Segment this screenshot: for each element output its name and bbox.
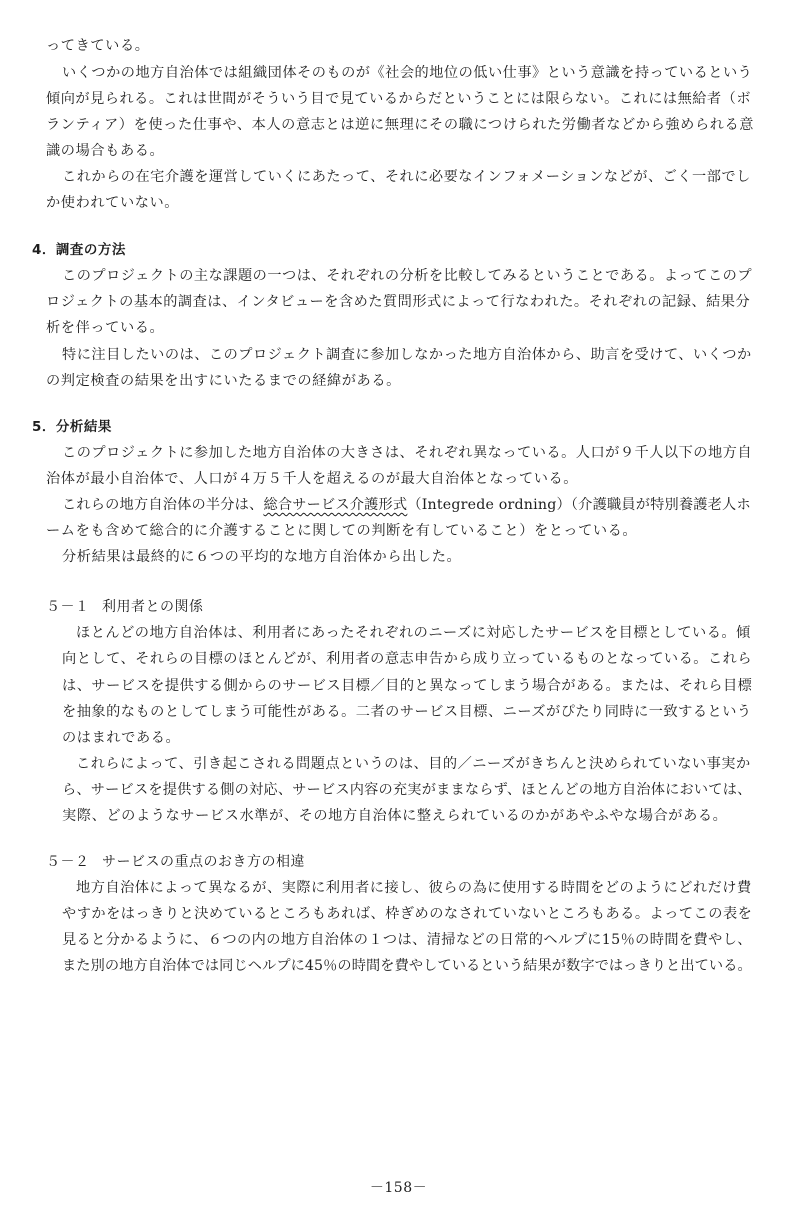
page-number: －158－ [369,1180,428,1196]
text-line: このプロジェクトに参加した地方自治体の大きさは、それぞれ異なっている。人口が９千人以下の地方自 [62,445,753,461]
text-line: の判定検査の結果を出すにいたるまでの経緯がある。 [46,373,401,389]
subsection-title: 利用者との関係 [102,599,204,615]
text-fragment: （Integrede ordning）（介護職員が特別養護老人ホ [407,497,751,513]
text-line: やすかをはっきりと決めているところもあれば、枠ぎめのなされていないところもある。よってこの表を [62,906,753,922]
text-line: ランティア）を使った仕事や、本人の意志とは逆に無理にその職につけられた労働者などから強められる意 [46,117,755,133]
section-heading: 5．分析結果 [32,419,112,435]
text-line: 特に注目したいのは、このプロジェクト調査に参加しなかった地方自治体から、助言を受けて、いくつか [62,347,752,363]
text-line: 分析結果は最終的に６つの平均的な地方自治体から出した。 [62,549,462,565]
text-line: また別の地方自治体では同じヘルプに45％の時間を費やしているという結果が数字ではっきりと出ている。 [62,958,752,974]
text-line: 傾向が見られる。これは世間がそういう目で見ているからだということには限らない。これには無給者（ボ [46,91,752,107]
text-line: ほとんどの地方自治体は、利用者にあったそれぞれのニーズに対応したサービスを目標としている。傾 [76,625,751,641]
text-line: 実際、どのようなサービス水準が、その地方自治体に整えられているのかがあやふやな場合がある。 [62,808,728,824]
subsection-heading [46,597,204,617]
text-line: ってきている。 [46,38,150,54]
text-line: 見ると分かるように、６つの内の地方自治体の１つは、清掃などの日常的ヘルプに15％の時間を費やし、 [62,932,752,948]
text-line: 識の場合もある。 [46,143,165,159]
text-line: のはまれである。 [62,730,181,746]
text-line: 析を伴っている。 [46,320,165,336]
text-line: 地方自治体によって異なるが、実際に利用者に接し、彼らの為に使用する時間をどのようにどれだけ費 [76,880,752,896]
text-line: このプロジェクトの主な課題の一つは、それぞれの分析を比較してみるということである。よってこのプ [62,268,753,284]
section-heading: 4．調査の方法 [32,242,126,258]
subsection-heading [46,852,305,872]
subsection-number: ５－１ [46,599,90,615]
text-fragment: これらの地方自治体の半分は、 [62,497,264,513]
text-line: 治体が最小自治体で、人口が４万５千人を超えるのが最大自治体となっている。 [46,471,579,487]
text-line: ら、サービスを提供する側の対応、サービス内容の充実がままならず、ほとんどの地方自治体においては、 [62,782,752,798]
text-line: これらによって、引き起こされる問題点というのは、目的／ニーズがきちんと決められていない事実か [76,756,751,772]
subsection-title: サービスの重点のおき方の相違 [102,854,305,870]
text-line: は、サービスを提供する側からのサービス目標／目的と異なってしまう場合がある。または、それら目標 [62,678,753,694]
text-line: か使われていない。 [46,195,180,211]
subsection-number: ５－２ [46,854,90,870]
text-line: を抽象的なものとしてしまう可能性がある。二者のサービス目標、ニーズがぴたり同時に一致するという [62,704,752,720]
text-line: ームをも含めて総合的に介護することに関しての判断を有していること）をとっている。 [46,523,638,539]
text-line: 向として、それらの目標のほとんどが、利用者の意志申告から成り立っているものとなっている。これら [62,651,753,667]
text-line: ロジェクトの基本的調査は、インタビューを含めた質問形式によって行なわれた。それぞれの記録、結果分 [46,294,751,310]
underlined-term: 総合サービス介護形式 [263,497,408,513]
text-line [62,495,751,515]
text-line: いくつかの地方自治体では組織団体そのものが《社会的地位の低い仕事》という意識を持っているという [62,65,753,81]
text-line: これからの在宅介護を運営していくにあたって、それに必要なインフォメーションなどが、ごく一部でし [62,169,751,185]
